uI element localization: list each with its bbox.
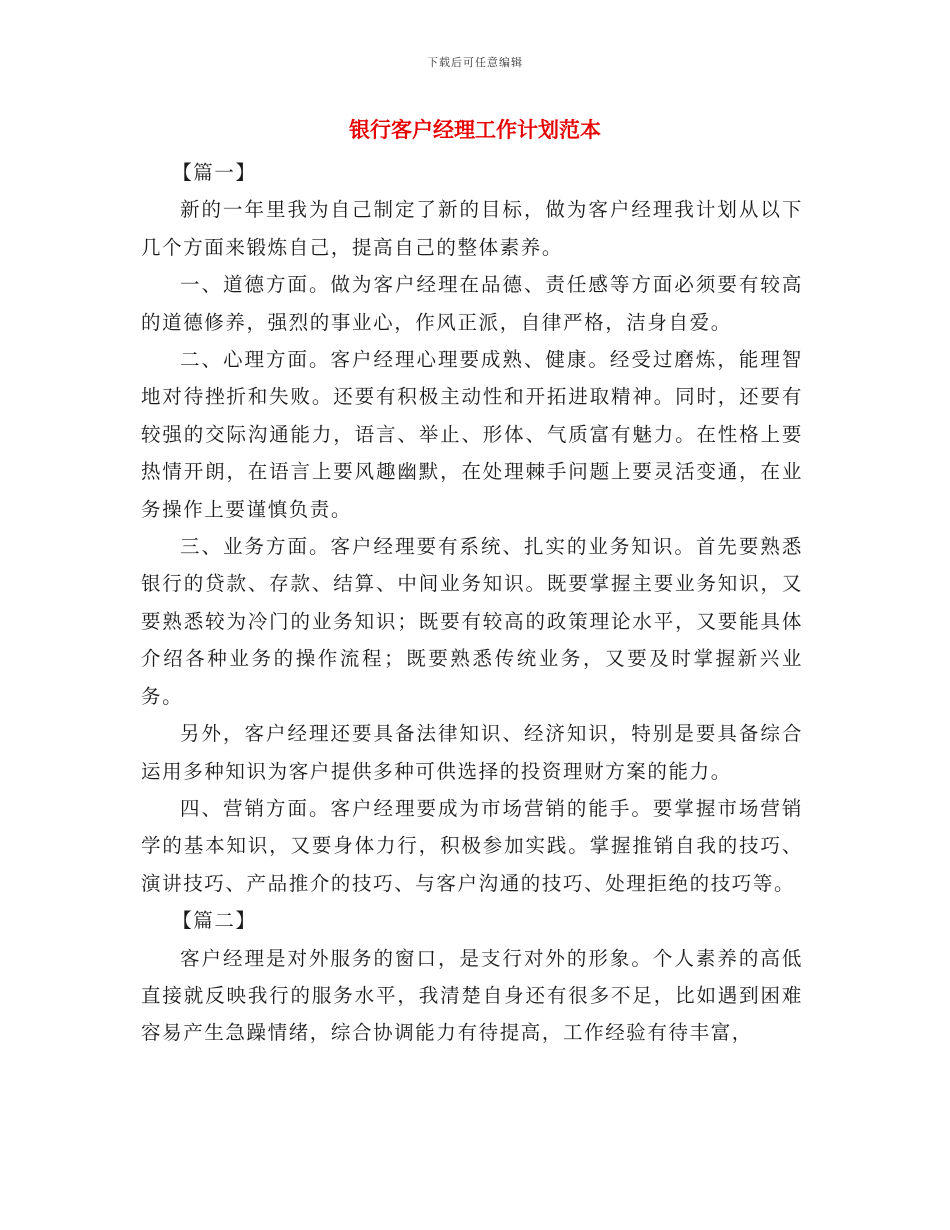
section-heading-1: 【篇一】 bbox=[172, 161, 257, 184]
paragraph-intro: 新的一年里我为自己制定了新的目标，做为客户经理我计划从以下几个方面来锻炼自己，提高自己的整体素养。 bbox=[141, 198, 803, 259]
header-note: 下载后可任意编辑 bbox=[427, 56, 523, 69]
paragraph-additional: 另外，客户经理还要具备法律知识、经济知识，特别是要具备综合运用多种知识为客户提供多种可供选择的投资理财方案的能力。 bbox=[141, 722, 803, 783]
paragraph-business: 三、业务方面。客户经理要有系统、扎实的业务知识。首先要熟悉银行的贷款、存款、结算、中间业务知识。既要掌握主要业务知识，又要熟悉较为冷门的业务知识；既要有较高的政策理论水平，又要能具体介绍各种业务的操作流程；既要熟悉传统业务，又要及时掌握新兴业务。 bbox=[141, 535, 803, 708]
paragraph-part-two: 客户经理是对外服务的窗口，是支行对外的形象。个人素养的高低直接就反映我行的服务水平，我清楚自身还有很多不足，比如遇到困难容易产生急躁情绪，综合协调能力有待提高，工作经验有待丰富， bbox=[141, 946, 803, 1045]
document-title: 银行客户经理工作计划范本 bbox=[349, 118, 601, 142]
paragraph-psychology: 二、心理方面。客户经理心理要成熟、健康。经受过磨炼，能理智地对待挫折和失败。还要有积极主动性和开拓进取精神。同时，还要有较强的交际沟通能力，语言、举止、形体、气质富有魅力。在性格上要热情开朗，在语言上要风趣幽默，在处理棘手问题上要灵活变通，在业务操作上要谨慎负责。 bbox=[141, 348, 803, 521]
section-heading-2: 【篇二】 bbox=[172, 909, 257, 933]
paragraph-moral: 一、道德方面。做为客户经理在品德、责任感等方面必须要有较高的道德修养，强烈的事业心，作风正派，自律严格，洁身自爱。 bbox=[141, 273, 803, 334]
document-body bbox=[141, 154, 803, 1052]
paragraph-marketing: 四、营销方面。客户经理要成为市场营销的能手。要掌握市场营销学的基本知识，又要身体力行，积极参加实践。掌握推销自我的技巧、演讲技巧、产品推介的技巧、与客户沟通的技巧、处理拒绝的技巧等。 bbox=[141, 796, 803, 895]
